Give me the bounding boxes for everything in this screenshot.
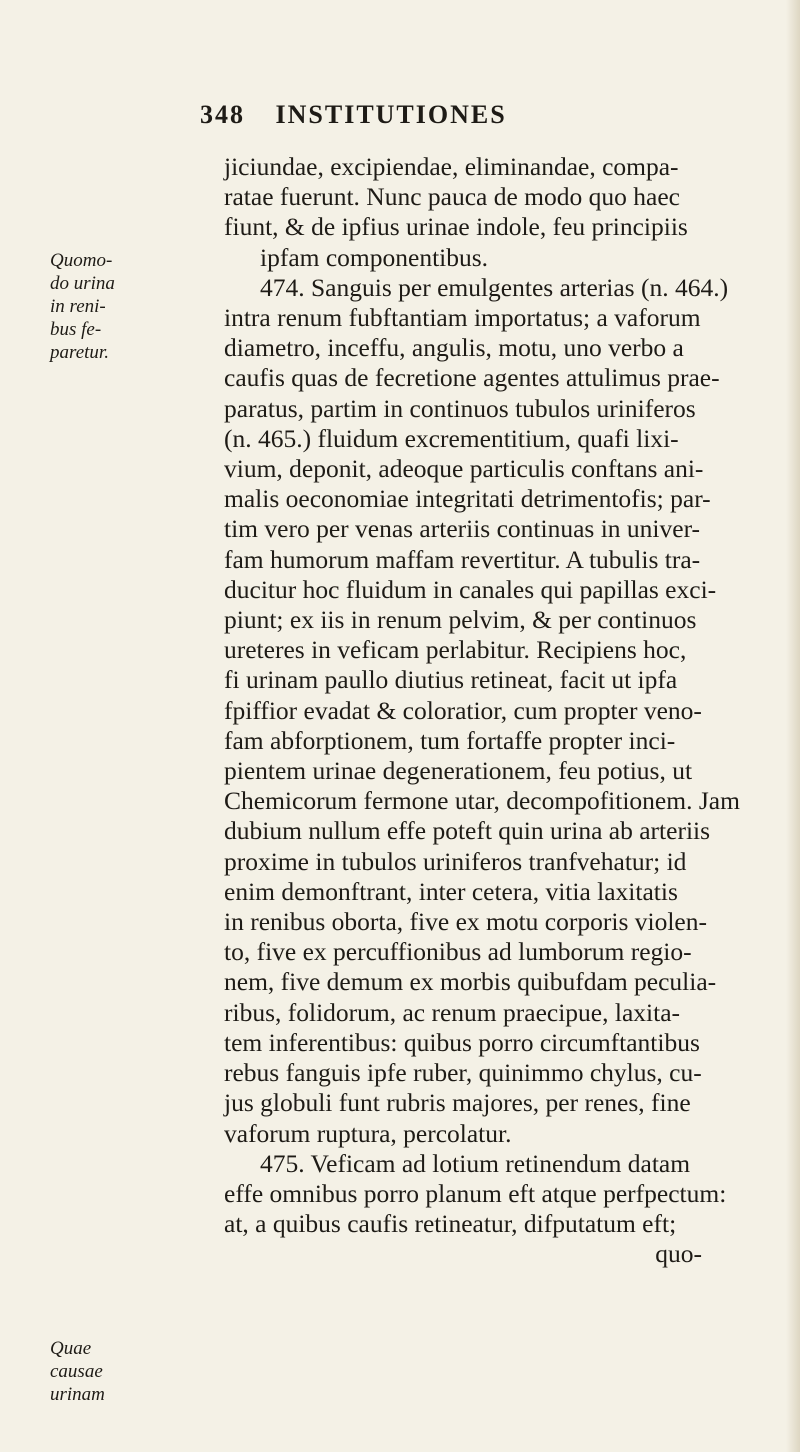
- margin-note-quomodo: [50, 249, 200, 364]
- text-line: vium, deponit, adeoque particulis conftans ani-: [224, 454, 704, 484]
- text-line: pientem urinae degenerationem, feu potius, ut: [224, 756, 693, 786]
- paragraph-475-start: 475. Veficam ad lotium retinendum datam: [260, 1148, 691, 1178]
- text-line: tem inferentibus: quibus porro circumftantibus: [224, 1027, 700, 1057]
- text-line: caufis quas de fecretione agentes attulimus prae-: [224, 363, 720, 393]
- margin-note-line: do urina: [50, 273, 115, 294]
- text-line: proxime in tubulos uriniferos tranfvehatur; id: [224, 846, 687, 876]
- text-line: fi urinam paullo diutius retineat, facit ut ipfa: [224, 665, 678, 695]
- text-line: ureteres in veficam perlabitur. Recipiens hoc,: [224, 635, 687, 665]
- text-line: nem, five demum ex morbis quibufdam peculia-: [224, 967, 717, 997]
- margin-note-line: bus fe-: [50, 319, 102, 340]
- text-line: ipfam componentibus.: [260, 242, 489, 272]
- text-line: ratae fuerunt. Nunc pauca de modo quo haec: [224, 182, 680, 212]
- text-line: ducitur hoc fluidum in canales qui papillas exci-: [224, 574, 717, 604]
- text-line: malis oeconomiae integritati detrimentofis; par-: [224, 484, 711, 514]
- margin-note-line: Quae: [50, 1338, 92, 1359]
- text-line: diametro, inceffu, angulis, motu, uno verbo a: [224, 333, 684, 363]
- catchword: quo-: [655, 1239, 702, 1269]
- text-line: fam humorum maffam revertitur. A tubulis tra-: [224, 544, 701, 574]
- text-line: (n. 465.) fluidum excrementitium, quafi lixi-: [224, 423, 679, 453]
- margin-note-line: paretur.: [50, 342, 109, 363]
- text-line: intra renum fubftantiam importatus; a vaforum: [224, 303, 701, 333]
- page-edge-shadow: [786, 0, 800, 1452]
- text-line: fam abforptionem, tum fortaffe propter inci-: [224, 725, 676, 755]
- text-line: jus globuli funt rubris majores, per renes, fine: [224, 1088, 691, 1118]
- running-head: [200, 100, 620, 130]
- text-line: rebus fanguis ipfe ruber, quinimmo chylus, cu-: [224, 1058, 702, 1088]
- text-line: Chemicorum fermone utar, decompofitionem. Jam: [224, 786, 740, 816]
- text-line: in renibus oborta, five ex motu corporis violen-: [224, 907, 707, 937]
- paragraph-474-start: 474. Sanguis per emulgentes arterias (n. 464.): [260, 272, 729, 302]
- text-line: tim vero per venas arteriis continuas in univer-: [224, 514, 701, 544]
- text-line: paratus, partim in continuos tubulos uriniferos: [224, 393, 696, 423]
- body-text: [224, 152, 772, 1270]
- text-line: fpiffior evadat & coloratior, cum propter veno-: [224, 695, 702, 725]
- margin-note-quae-causae: [50, 1337, 200, 1406]
- text-line: at, a quibus caufis retineatur, difputatum eft;: [224, 1209, 677, 1239]
- margin-note-line: causae: [50, 1361, 103, 1382]
- margin-note-line: in reni-: [50, 296, 106, 317]
- text-line: vaforum ruptura, percolatur.: [224, 1118, 512, 1148]
- margin-note-line: Quomo-: [50, 250, 113, 271]
- running-title: INSTITUTIONES: [275, 100, 507, 129]
- text-line: piunt; ex iis in renum pelvim, & per continuos: [224, 605, 697, 635]
- text-line: ribus, folidorum, ac renum praecipue, laxita-: [224, 997, 680, 1027]
- margin-note-line: urinam: [50, 1384, 105, 1405]
- text-line: to, five ex percuffionibus ad lumborum regio-: [224, 937, 692, 967]
- text-line: enim demonftrant, inter cetera, vitia laxitatis: [224, 876, 678, 906]
- text-line: dubium nullum effe poteft quin urina ab arteriis: [224, 816, 711, 846]
- text-line: fiunt, & de ipfius urinae indole, feu principiis: [224, 212, 688, 242]
- text-line: effe omnibus porro planum eft atque perfpectum:: [224, 1178, 727, 1208]
- text-line: jiciundae, excipiendae, eliminandae, compa-: [224, 152, 679, 181]
- page-number: 348: [200, 100, 245, 129]
